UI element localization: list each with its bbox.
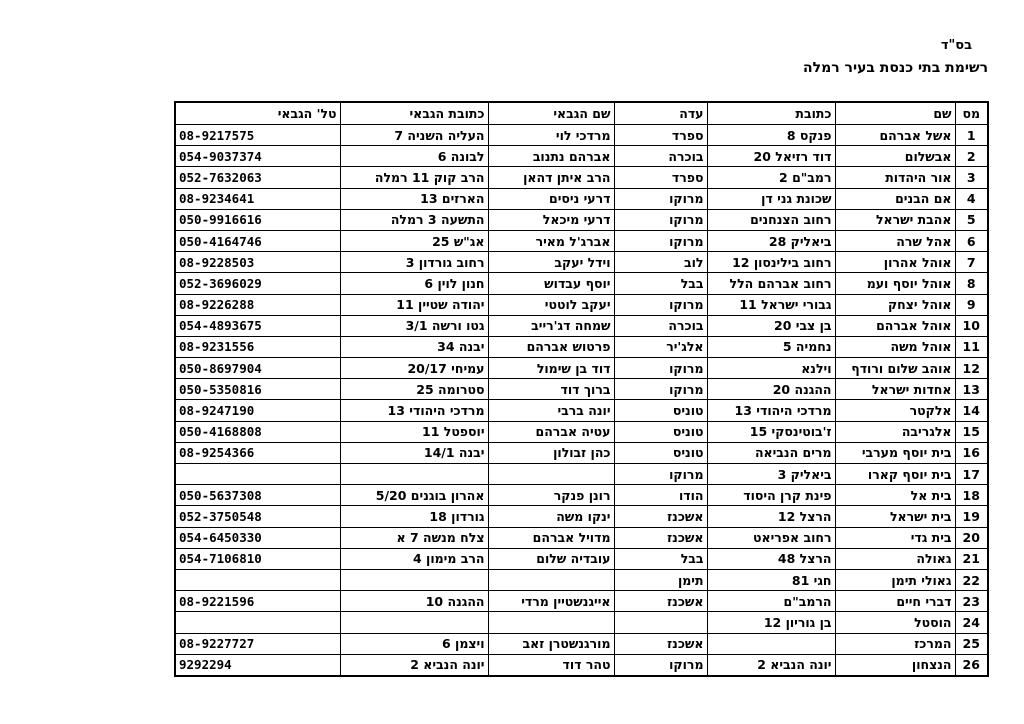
community-cell	[614, 612, 707, 633]
synagogue-address-cell: וילנא	[707, 358, 835, 379]
community-cell: טוניס	[614, 421, 707, 442]
gabbai-name-cell: אברג'ל מאיר	[488, 230, 614, 251]
gabbai-phone-cell	[175, 464, 340, 485]
community-cell: תימן	[614, 569, 707, 590]
gabbai-phone-cell: 050-5350816	[175, 379, 340, 400]
synagogue-address-cell: רחוב בילינסון 12	[707, 252, 835, 273]
gabbai-name-cell: ינקו משה	[488, 506, 614, 527]
table-row	[175, 209, 988, 230]
gabbai-address-cell	[340, 612, 488, 633]
gabbai-phone-cell: 052-3750548	[175, 506, 340, 527]
synagogue-name-cell: הוסטל	[835, 612, 955, 633]
synagogue-address-cell: הרמב"ם	[707, 591, 835, 612]
community-cell: מרוקו	[614, 379, 707, 400]
synagogue-address-cell: שכונת גני דן	[707, 188, 835, 209]
community-cell: מרוקו	[614, 464, 707, 485]
synagogue-name-cell: אשל אברהם	[835, 125, 955, 146]
row-number-cell: 9	[955, 294, 988, 315]
gabbai-name-cell: אברהם נתנוב	[488, 146, 614, 167]
gabbai-phone-cell: 050-4168808	[175, 421, 340, 442]
gabbai-phone-cell: 08-9234641	[175, 188, 340, 209]
synagogue-address-cell: מרדכי היהודי 13	[707, 400, 835, 421]
row-number-cell: 7	[955, 252, 988, 273]
community-cell: מרוקו	[614, 188, 707, 209]
gabbai-phone-cell: 08-9228503	[175, 252, 340, 273]
synagogue-table	[174, 101, 989, 677]
gabbai-address-cell: הרב קוק 11 רמלה	[340, 167, 488, 188]
synagogue-address-cell: ביאליק 3	[707, 464, 835, 485]
gabbai-name-cell: דוד בן שימול	[488, 358, 614, 379]
gabbai-name-cell: שמחה דג'רייב	[488, 315, 614, 336]
gabbai-name-cell: יעקב לוטטי	[488, 294, 614, 315]
gabbai-phone-cell	[175, 612, 340, 633]
gabbai-address-cell: ההגנה 10	[340, 591, 488, 612]
row-number-cell: 12	[955, 358, 988, 379]
table-row	[175, 654, 988, 676]
gabbai-address-cell: יבנה 34	[340, 336, 488, 357]
synagogue-name-cell: בית ישראל	[835, 506, 955, 527]
gabbai-phone-cell: 050-9916616	[175, 209, 340, 230]
row-number-cell: 4	[955, 188, 988, 209]
gabbai-address-cell: יהודה שטיין 11	[340, 294, 488, 315]
synagogue-address-cell: דוד רזיאל 20	[707, 146, 835, 167]
synagogue-address-cell: מרים הנביאה	[707, 442, 835, 463]
synagogue-address-cell: פנקס 8	[707, 125, 835, 146]
synagogue-address-cell: בן גוריון 12	[707, 612, 835, 633]
gabbai-name-cell: מורגנשטרן זאב	[488, 633, 614, 654]
gabbai-address-cell: עמיחי 20/17	[340, 358, 488, 379]
row-number-cell: 21	[955, 548, 988, 569]
community-cell: מרוקו	[614, 358, 707, 379]
gabbai-phone-cell: 050-5637308	[175, 485, 340, 506]
table-row	[175, 485, 988, 506]
gabbai-name-cell: עובדיה שלום	[488, 548, 614, 569]
column-header-number: מס	[955, 102, 988, 125]
community-cell: בבל	[614, 273, 707, 294]
synagogue-address-cell	[707, 633, 835, 654]
gabbai-name-cell: יוסף עבדוש	[488, 273, 614, 294]
gabbai-name-cell: עטיה אברהם	[488, 421, 614, 442]
gabbai-phone-cell: 050-8697904	[175, 358, 340, 379]
synagogue-address-cell: חגי 81	[707, 569, 835, 590]
synagogue-name-cell: בית יוסף קארו	[835, 464, 955, 485]
synagogue-address-cell: רחוב הצנחנים	[707, 209, 835, 230]
column-header-gabbai-phone: טל' הגבאי	[175, 102, 340, 125]
gabbai-name-cell: דרעי ניסים	[488, 188, 614, 209]
synagogue-address-cell: הרצל 48	[707, 548, 835, 569]
gabbai-name-cell	[488, 569, 614, 590]
column-header-gabbai-address: כתובת הגבאי	[340, 102, 488, 125]
community-cell: בבל	[614, 548, 707, 569]
row-number-cell: 16	[955, 442, 988, 463]
synagogue-name-cell: אוהל אברהם	[835, 315, 955, 336]
synagogue-address-cell: בן צבי 20	[707, 315, 835, 336]
synagogue-name-cell: אוהל יוסף ועמ	[835, 273, 955, 294]
synagogue-name-cell: דברי חיים	[835, 591, 955, 612]
gabbai-phone-cell: 9292294	[175, 654, 340, 676]
row-number-cell: 26	[955, 654, 988, 676]
table-row	[175, 591, 988, 612]
community-cell: אלג'יר	[614, 336, 707, 357]
row-number-cell: 22	[955, 569, 988, 590]
table-row	[175, 146, 988, 167]
gabbai-phone-cell: 050-4164746	[175, 230, 340, 251]
gabbai-address-cell: חנון לוין 6	[340, 273, 488, 294]
gabbai-phone-cell: 08-9221596	[175, 591, 340, 612]
community-cell: אשכנז	[614, 591, 707, 612]
gabbai-phone-cell: 08-9247190	[175, 400, 340, 421]
gabbai-address-cell: מרדכי היהודי 13	[340, 400, 488, 421]
synagogue-name-cell: אבשלום	[835, 146, 955, 167]
synagogue-name-cell: אחדות ישראל	[835, 379, 955, 400]
row-number-cell: 5	[955, 209, 988, 230]
gabbai-name-cell: וידל יעקב	[488, 252, 614, 273]
row-number-cell: 23	[955, 591, 988, 612]
gabbai-phone-cell: 054-6450330	[175, 527, 340, 548]
gabbai-address-cell: אהרון בוגנים 5/20	[340, 485, 488, 506]
synagogue-name-cell: הנצחון	[835, 654, 955, 676]
table-row	[175, 336, 988, 357]
bsd-header: בס"ד	[940, 38, 972, 53]
row-number-cell: 24	[955, 612, 988, 633]
gabbai-name-cell: דרעי מיכאל	[488, 209, 614, 230]
table-row	[175, 188, 988, 209]
column-header-name: שם	[835, 102, 955, 125]
synagogue-name-cell: אור היהדות	[835, 167, 955, 188]
gabbai-phone-cell: 08-9217575	[175, 125, 340, 146]
gabbai-phone-cell: 08-9227727	[175, 633, 340, 654]
table-row	[175, 548, 988, 569]
gabbai-phone-cell: 054-7106810	[175, 548, 340, 569]
synagogue-name-cell: גאולה	[835, 548, 955, 569]
table-row	[175, 464, 988, 485]
synagogue-name-cell: גאולי תימן	[835, 569, 955, 590]
gabbai-address-cell: גטו ורשה 3/1	[340, 315, 488, 336]
row-number-cell: 20	[955, 527, 988, 548]
gabbai-address-cell: גורדון 18	[340, 506, 488, 527]
gabbai-address-cell	[340, 464, 488, 485]
gabbai-address-cell: רחוב גורדון 3	[340, 252, 488, 273]
table-row	[175, 167, 988, 188]
community-cell: טוניס	[614, 442, 707, 463]
row-number-cell: 13	[955, 379, 988, 400]
community-cell: מרוקו	[614, 209, 707, 230]
synagogue-address-cell: ז'בוטינסקי 15	[707, 421, 835, 442]
synagogue-name-cell: בית גדי	[835, 527, 955, 548]
gabbai-name-cell: יונה ברבי	[488, 400, 614, 421]
community-cell: הודו	[614, 485, 707, 506]
row-number-cell: 15	[955, 421, 988, 442]
row-number-cell: 11	[955, 336, 988, 357]
synagogue-address-cell: ההגנה 20	[707, 379, 835, 400]
gabbai-address-cell: צלח מנשה 7 א	[340, 527, 488, 548]
gabbai-phone-cell: 08-9231556	[175, 336, 340, 357]
gabbai-address-cell: אג"ש 25	[340, 230, 488, 251]
gabbai-phone-cell: 08-9226288	[175, 294, 340, 315]
gabbai-phone-cell: 052-7632063	[175, 167, 340, 188]
gabbai-name-cell	[488, 464, 614, 485]
row-number-cell: 14	[955, 400, 988, 421]
table-row	[175, 442, 988, 463]
table-row	[175, 569, 988, 590]
table-row	[175, 125, 988, 146]
gabbai-address-cell: הרב מימון 4	[340, 548, 488, 569]
gabbai-name-cell: אייגנשטיין מרדי	[488, 591, 614, 612]
row-number-cell: 17	[955, 464, 988, 485]
community-cell: טוניס	[614, 400, 707, 421]
community-cell: אשכנז	[614, 633, 707, 654]
community-cell: ספרד	[614, 167, 707, 188]
row-number-cell: 18	[955, 485, 988, 506]
community-cell: מרוקו	[614, 230, 707, 251]
table-row	[175, 294, 988, 315]
gabbai-address-cell: יונה הנביא 2	[340, 654, 488, 676]
gabbai-name-cell: ברוך דוד	[488, 379, 614, 400]
gabbai-address-cell: סטרומה 25	[340, 379, 488, 400]
community-cell: אשכנז	[614, 527, 707, 548]
row-number-cell: 3	[955, 167, 988, 188]
synagogue-address-cell: רחוב אפריאט	[707, 527, 835, 548]
gabbai-name-cell	[488, 612, 614, 633]
synagogue-address-cell: יונה הנביא 2	[707, 654, 835, 676]
column-header-gabbai-name: שם הגבאי	[488, 102, 614, 125]
row-number-cell: 8	[955, 273, 988, 294]
row-number-cell: 25	[955, 633, 988, 654]
table-header-row	[175, 102, 988, 125]
gabbai-address-cell	[340, 569, 488, 590]
synagogue-name-cell: אוהל יצחק	[835, 294, 955, 315]
synagogue-address-cell: רחוב אברהם הלל	[707, 273, 835, 294]
community-cell: אשכנז	[614, 506, 707, 527]
column-header-address: כתובת	[707, 102, 835, 125]
gabbai-address-cell: התשעה 3 רמלה	[340, 209, 488, 230]
table-row	[175, 506, 988, 527]
gabbai-name-cell: רונן פנקר	[488, 485, 614, 506]
table-row	[175, 379, 988, 400]
gabbai-address-cell: הארזים 13	[340, 188, 488, 209]
table-row	[175, 273, 988, 294]
community-cell: מרוקו	[614, 294, 707, 315]
gabbai-phone-cell	[175, 569, 340, 590]
table-row	[175, 421, 988, 442]
community-cell: בוכרה	[614, 315, 707, 336]
synagogue-name-cell: אוהב שלום ורודף	[835, 358, 955, 379]
table-row	[175, 400, 988, 421]
gabbai-address-cell: יבנה 14/1	[340, 442, 488, 463]
synagogue-name-cell: אוהל אהרון	[835, 252, 955, 273]
gabbai-name-cell: מרדכי לוי	[488, 125, 614, 146]
synagogue-name-cell: המרכז	[835, 633, 955, 654]
gabbai-name-cell: טהר דוד	[488, 654, 614, 676]
column-header-community: עדה	[614, 102, 707, 125]
gabbai-phone-cell: 054-9037374	[175, 146, 340, 167]
gabbai-name-cell: הרב איתן דהאן	[488, 167, 614, 188]
synagogue-address-cell: נחמיה 5	[707, 336, 835, 357]
table-row	[175, 252, 988, 273]
gabbai-phone-cell: 054-4893675	[175, 315, 340, 336]
gabbai-address-cell: העליה השניה 7	[340, 125, 488, 146]
row-number-cell: 19	[955, 506, 988, 527]
community-cell: מרוקו	[614, 654, 707, 676]
row-number-cell: 2	[955, 146, 988, 167]
gabbai-name-cell: מדויל אברהם	[488, 527, 614, 548]
synagogue-address-cell: ביאליק 28	[707, 230, 835, 251]
synagogue-name-cell: אם הבנים	[835, 188, 955, 209]
synagogue-name-cell: אלקטר	[835, 400, 955, 421]
table-row	[175, 527, 988, 548]
gabbai-phone-cell: 052-3696029	[175, 273, 340, 294]
synagogue-name-cell: אהבת ישראל	[835, 209, 955, 230]
community-cell: ספרד	[614, 125, 707, 146]
synagogue-name-cell: אלגריבה	[835, 421, 955, 442]
synagogue-name-cell: אהל שרה	[835, 230, 955, 251]
table-row	[175, 315, 988, 336]
table-row	[175, 612, 988, 633]
synagogue-name-cell: בית אל	[835, 485, 955, 506]
document-title: רשימת בתי כנסת בעיר רמלה	[803, 60, 988, 76]
community-cell: בוכרה	[614, 146, 707, 167]
gabbai-name-cell: פרטוש אברהם	[488, 336, 614, 357]
gabbai-address-cell: יוספטל 11	[340, 421, 488, 442]
synagogue-address-cell: גבורי ישראל 11	[707, 294, 835, 315]
gabbai-phone-cell: 08-9254366	[175, 442, 340, 463]
row-number-cell: 6	[955, 230, 988, 251]
gabbai-address-cell: ויצמן 6	[340, 633, 488, 654]
synagogue-address-cell: הרצל 12	[707, 506, 835, 527]
synagogue-name-cell: בית יוסף מערבי	[835, 442, 955, 463]
table-row	[175, 358, 988, 379]
table-row	[175, 230, 988, 251]
synagogue-address-cell: פינת קרן היסוד	[707, 485, 835, 506]
synagogue-address-cell: רמב"ם 2	[707, 167, 835, 188]
table-row	[175, 633, 988, 654]
gabbai-address-cell: לבונה 6	[340, 146, 488, 167]
row-number-cell: 10	[955, 315, 988, 336]
row-number-cell: 1	[955, 125, 988, 146]
synagogue-name-cell: אוהל משה	[835, 336, 955, 357]
gabbai-name-cell: כהן זבולון	[488, 442, 614, 463]
community-cell: לוב	[614, 252, 707, 273]
